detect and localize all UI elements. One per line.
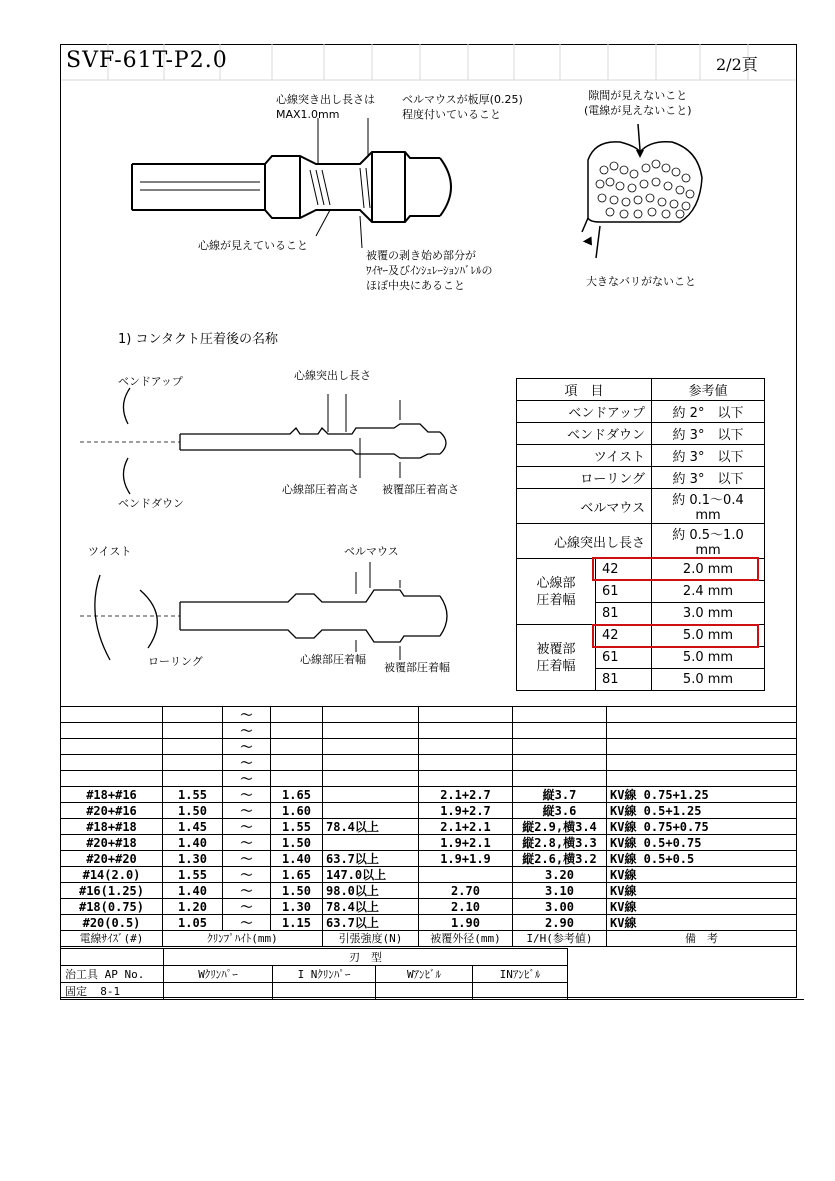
spec-row [61,739,797,755]
highlight-core-61 [592,557,759,581]
spec-cell [323,771,419,787]
spec-cell [513,755,607,771]
col-w-crimper: Wｸﾘﾝﾊﾟｰ [164,966,273,983]
spec-cell: #14(2.0) [61,867,163,883]
col-in-crimper: I Nｸﾘﾝﾊﾟｰ [273,966,376,983]
spec-cell: 1.20 [163,899,223,915]
spec-cell [323,787,419,803]
ref-row-item: ベンドダウン [517,423,652,445]
spec-head-ih: I/H(参考値) [513,931,607,947]
bellmouth-label-2: ベルマウス [344,545,399,558]
ref-row-item: 心線突出し長さ [517,524,652,559]
spec-cell: 1.9+2.7 [419,803,513,819]
visible-label: 心線が見えていること [198,239,308,252]
spec-cell: 147.0以上 [323,867,419,883]
spec-cell [607,739,797,755]
spec-head-tensile: 引張強度(N) [323,931,419,947]
spec-cell: 縦2.9,横3.4 [513,819,607,835]
spec-cell: 3.00 [513,899,607,915]
spec-cell [271,771,323,787]
spec-cell: 2.90 [513,915,607,931]
spec-cell: #18+#16 [61,787,163,803]
spec-cell: 1.9+1.9 [419,851,513,867]
spec-cell: 3.20 [513,867,607,883]
ref-row-value: 約 2° 以下 [652,401,765,423]
core-value: 2.4 mm [652,581,765,603]
spec-cell: 1.65 [271,787,323,803]
spec-cell: ～ [223,835,271,851]
burr-label: 大きなバリがないこと [586,275,696,288]
spec-cell: 98.0以上 [323,883,419,899]
spec-cell [163,723,223,739]
spec-cell [607,723,797,739]
spec-cell: ～ [223,755,271,771]
spec-cell [163,755,223,771]
cover-size: 42 [596,625,652,647]
spec-cell [323,723,419,739]
core-width-label: 心線部圧着幅 [300,653,366,666]
cover-size: 61 [596,647,652,669]
cover-size: 81 [596,669,652,691]
ap-label: AP No. [104,968,145,981]
spec-head-crimp: ｸﾘﾝﾌﾟﾊｲﾄ(mm) [163,931,323,947]
spec-row [61,707,797,723]
col-w-anvil: Wｱﾝﾋﾞﾙ [376,966,473,983]
spec-cell: 78.4以上 [323,899,419,915]
spec-cell [419,771,513,787]
spec-cell [513,771,607,787]
doc-title: SVF-61T-P2.0 [66,48,228,73]
spec-row [61,867,797,883]
spec-cell: ～ [223,739,271,755]
spec-row [61,899,797,915]
spec-cell: KV線 0.5+0.75 [607,835,797,851]
spec-cell: ～ [223,819,271,835]
fixed-label: 固定 [65,985,87,998]
rolling-label: ローリング [148,655,203,668]
spec-cell: KV線 0.5+1.25 [607,803,797,819]
gap-label: 隙間が見えないこと (電線が見えないこと) [584,89,692,117]
spec-head-remarks: 備 考 [607,931,797,947]
spec-cell: 1.40 [271,851,323,867]
spec-cell [323,707,419,723]
die-label: 刃 型 [164,949,568,966]
spec-cell [323,835,419,851]
spec-cell: 1.45 [163,819,223,835]
spec-cell: KV線 0.75+1.25 [607,787,797,803]
core-size: 61 [596,581,652,603]
spec-cell [513,739,607,755]
tool-table [60,948,804,1000]
spec-cell: 78.4以上 [323,819,419,835]
spec-cell: ～ [223,899,271,915]
spec-cell: 縦3.6 [513,803,607,819]
spec-cell [607,755,797,771]
spec-cell: 1.65 [271,867,323,883]
spec-cell: 1.40 [163,883,223,899]
spec-cell [419,707,513,723]
ref-row-value: 約 3° 以下 [652,423,765,445]
spec-cell: 1.55 [163,787,223,803]
spec-cell [61,707,163,723]
spec-cell: 3.10 [513,883,607,899]
cover-height-label: 被覆部圧着高さ [382,483,459,496]
spec-cell: 2.1+2.1 [419,819,513,835]
spec-cell: 2.10 [419,899,513,915]
spec-row [61,819,797,835]
core-size: 42 [596,559,652,581]
spec-cell: 1.15 [271,915,323,931]
core-width-group: 心線部 圧着幅 [517,559,596,625]
ref-row-value: 約 3° 以下 [652,445,765,467]
spec-cell: 1.50 [271,883,323,899]
ref-row-item: ベンドアップ [517,401,652,423]
spec-cell: ～ [223,787,271,803]
ref-row-item: ツイスト [517,445,652,467]
cover-width-group: 被覆部 圧着幅 [517,625,596,691]
spec-cell: 1.90 [419,915,513,931]
spec-cell: #20+#16 [61,803,163,819]
spec-row [61,771,797,787]
spec-cell: 63.7以上 [323,915,419,931]
spec-cell: KV線 0.75+0.75 [607,819,797,835]
spec-cell [163,739,223,755]
spec-cell: 1.55 [271,819,323,835]
fixed-row [61,983,164,1000]
spec-cell: 2.1+2.7 [419,787,513,803]
spec-row [61,755,797,771]
spec-cell: 63.7以上 [323,851,419,867]
spec-cell: ～ [223,851,271,867]
col-in-anvil: INｱﾝﾋﾞﾙ [473,966,568,983]
spec-row [61,723,797,739]
ref-head-item: 項 目 [517,379,652,401]
spec-cell: 縦2.6,横3.2 [513,851,607,867]
spec-row [61,851,797,867]
spec-cell: 1.30 [163,851,223,867]
spec-table [60,706,797,947]
spec-cell: KV線 0.5+0.5 [607,851,797,867]
spec-cell: ～ [223,915,271,931]
spec-cell: 1.9+2.1 [419,835,513,851]
highlight-cover-61 [592,624,759,648]
spec-cell: 1.50 [163,803,223,819]
spec-cell: 1.50 [271,835,323,851]
spec-cell [61,755,163,771]
spec-cell: #18+#18 [61,819,163,835]
spec-cell [513,707,607,723]
spec-cell: 縦2.8,横3.3 [513,835,607,851]
spec-cell: #16(1.25) [61,883,163,899]
spec-cell [323,739,419,755]
spec-cell: ～ [223,723,271,739]
spec-row [61,835,797,851]
spec-cell: #20+#18 [61,835,163,851]
tool-ap-label [61,966,164,983]
bellmouth-label: ベルマウスが板厚(0.25) 程度付いていること [402,93,523,121]
spec-cell: 1.05 [163,915,223,931]
spec-cell [61,723,163,739]
spec-cell: 1.40 [163,835,223,851]
strip-label: 被覆の剥き始め部分が ﾜｲﾔｰ及びｲﾝｼｭﾚｰｼｮﾝﾊﾞﾚﾙの ほぼ中央にあること [366,249,493,292]
spec-cell [271,723,323,739]
spec-cell [61,771,163,787]
spec-cell [271,707,323,723]
spec-cell [271,739,323,755]
spec-cell: 1.60 [271,803,323,819]
spec-cell [607,707,797,723]
fixed-no: 8-1 [100,985,121,998]
bend-down-label: ベンドダウン [118,497,184,510]
ref-row-value: 約 3° 以下 [652,467,765,489]
core-protrude-label: 心線突出し長さ [294,369,371,382]
spec-cell [61,739,163,755]
spec-cell: KV線 [607,867,797,883]
ref-row-value: 約 0.5～1.0 mm [652,524,765,559]
section-title: 1) コンタクト圧着後の名称 [118,332,278,347]
spec-head-wire: 電線ｻｲｽﾞ(#) [61,931,163,947]
core-height-label: 心線部圧着高さ [282,483,359,496]
spec-cell [419,867,513,883]
core-value: 3.0 mm [652,603,765,625]
cover-width-label: 被覆部圧着幅 [384,661,450,674]
core-value: 2.0 mm [652,559,765,581]
spec-cell [323,803,419,819]
spec-cell [271,755,323,771]
spec-cell [323,755,419,771]
spec-cell: 1.55 [163,867,223,883]
cover-value: 5.0 mm [652,625,765,647]
bend-up-label: ベンドアップ [118,375,183,388]
spec-cell: #20+#20 [61,851,163,867]
spec-cell [419,755,513,771]
spec-cell: ～ [223,883,271,899]
spec-cell: 1.30 [271,899,323,915]
twist-label: ツイスト [88,545,132,558]
core-size: 81 [596,603,652,625]
cover-value: 5.0 mm [652,669,765,691]
spec-cell [419,739,513,755]
spec-cell: #18(0.75) [61,899,163,915]
spec-cell: ～ [223,771,271,787]
spec-head-cover-od: 被覆外径(mm) [419,931,513,947]
spec-cell: 2.70 [419,883,513,899]
spec-cell: ～ [223,803,271,819]
ref-row-value: 約 0.1～0.4 mm [652,489,765,524]
page-number: 2/2頁 [716,55,758,74]
ref-head-value: 参考値 [652,379,765,401]
spec-cell [163,707,223,723]
spec-cell: ～ [223,867,271,883]
spec-cell: KV線 [607,915,797,931]
spec-row [61,915,797,931]
spec-cell: KV線 [607,899,797,915]
spec-row [61,787,797,803]
spec-cell [419,723,513,739]
spec-cell [513,723,607,739]
spec-cell: ～ [223,707,271,723]
ref-row-item: ベルマウス [517,489,652,524]
spec-row [61,803,797,819]
tool-label: 治工具 [65,968,98,981]
spec-cell [163,771,223,787]
spec-cell [607,771,797,787]
protrude-label: 心線突き出し長さは MAX1.0mm [276,93,375,121]
cover-value: 5.0 mm [652,647,765,669]
spec-row [61,883,797,899]
spec-cell: KV線 [607,883,797,899]
spec-cell: #20(0.5) [61,915,163,931]
ref-row-item: ローリング [517,467,652,489]
spec-cell: 縦3.7 [513,787,607,803]
